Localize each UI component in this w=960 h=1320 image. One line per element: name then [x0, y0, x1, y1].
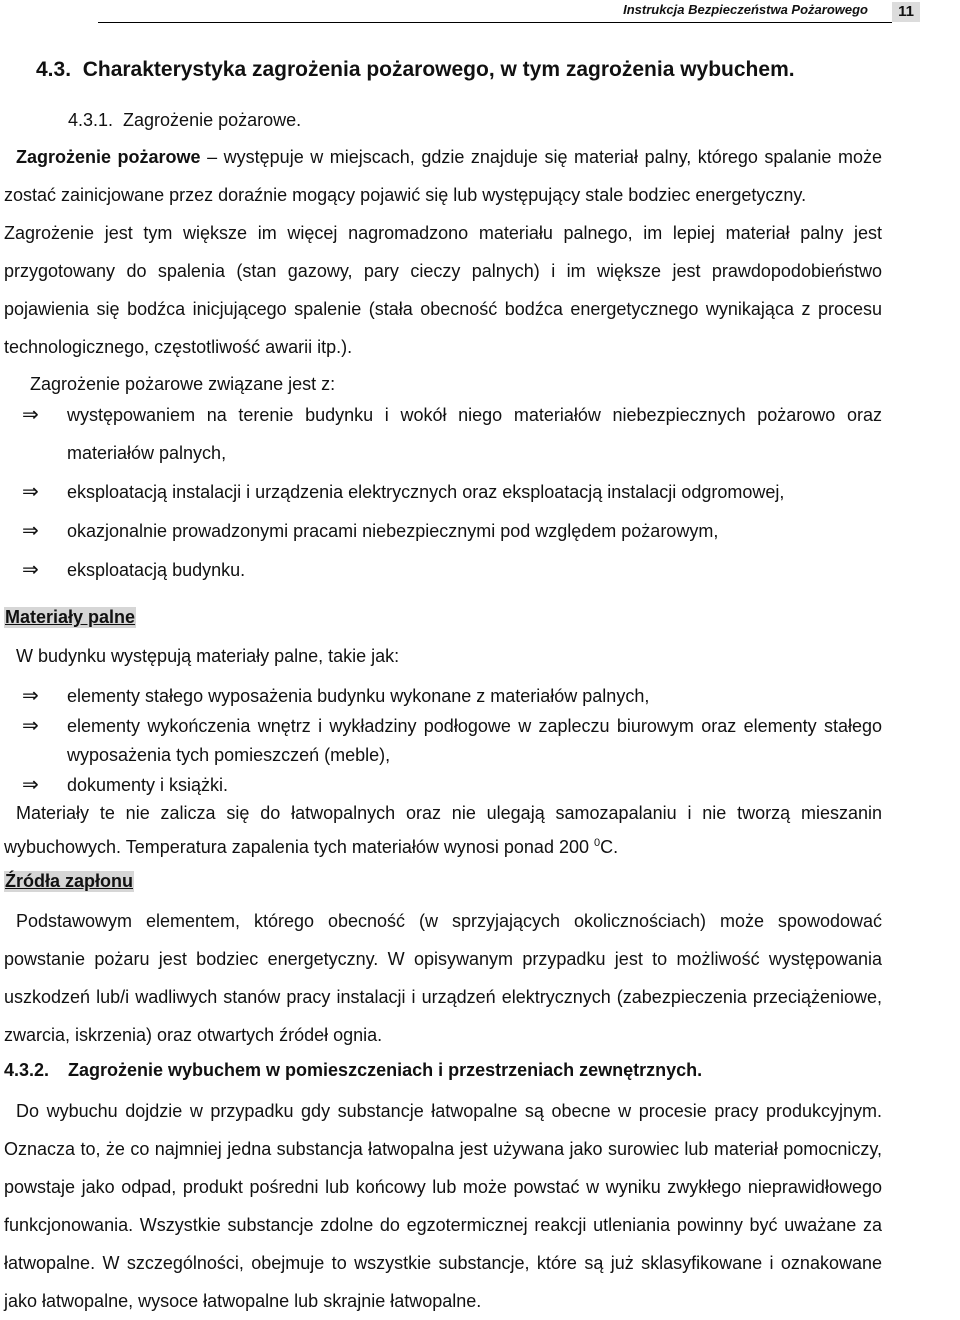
list-item: ⇒ elementy stałego wyposażenia budynku wykonane z materiałów palnych, — [0, 682, 882, 710]
page-number: 11 — [892, 2, 920, 22]
double-arrow-icon: ⇒ — [22, 404, 39, 426]
double-arrow-icon: ⇒ — [22, 559, 39, 581]
materials-heading: Materiały palne — [5, 607, 136, 627]
materials-note: Materiały te nie zalicza się do łatwopalnych oraz nie ulegają samozapalaniu i nie tworzą mieszanin wybuchowych. Temperatura zapalenia tych materiałów wynosi ponad 200 $^0$C. — [4, 803, 882, 857]
materials-list — [0, 682, 882, 799]
list-item: ⇒ dokumenty i książki. — [0, 771, 882, 799]
list-item: ⇒ występowaniem na terenie budynku i wokół niego materiałów niebezpiecznych pożarowo oraz materiałów palnych, — [0, 396, 882, 472]
paragraph-fire-definition — [4, 138, 882, 214]
ignition-paragraph: Podstawowym elementem, którego obecność (w sprzyjających okolicznościach) może spowodować powstanie pożaru jest bodziec energetyczny. W opisywanym przypadku jest to możliwość występowania uszkodzeń lub/i wadliwych stanów pracy instalacji i urządzeń elektrycznych (zabezpieczenia przeciążeniowe, zwarcia, iskrzenia) oraz otwartych źródeł ognia. — [4, 911, 882, 1045]
term-fire-hazard: Zagrożenie pożarowe — [16, 147, 201, 167]
double-arrow-icon: ⇒ — [22, 715, 39, 737]
definition-text: – występuje w miejscach, gdzie znajduje się materiał palny, którego spalanie może zostać zainicjowane przez doraźnie mogący pojawić się lub występujący stale bodziec energetyczny. — [4, 147, 882, 205]
subsection-heading: 4.3.1. Zagrożenie pożarowe. — [68, 110, 302, 130]
explosion-heading-number: 4.3.2. — [4, 1060, 50, 1080]
explosion-heading — [4, 1060, 702, 1081]
related-intro: Zagrożenie pożarowe związane jest z: — [30, 374, 336, 394]
double-arrow-icon: ⇒ — [22, 481, 39, 503]
list-item: ⇒ eksploatacją instalacji i urządzenia elektrycznych oraz eksploatacją instalacji odgromowej, — [0, 473, 882, 511]
double-arrow-icon: ⇒ — [22, 774, 39, 796]
header-title: Instrukcja Bezpieczeństwa Pożarowego — [623, 2, 868, 17]
section-heading: 4.3. Charakterystyka zagrożenia pożarowego, w tym zagrożenia wybuchem. — [36, 58, 795, 81]
materials-intro: W budynku występują materiały palne, takie jak: — [16, 646, 400, 666]
paragraph-fire-greater: Zagrożenie jest tym większe im więcej nagromadzono materiału palnego, im lepiej materiał palny jest przygotowany do spalenia (stan gazowy, pary cieczy palnych) i im większe jest prawdopodobieństwo pojawienia się bodźca inicjującego spalenie (stała obecność bodźca energetycznego wynikająca z procesu technologicznego, częstotliwość awarii itp.). — [4, 223, 882, 357]
list-item: ⇒ elementy wykończenia wnętrz i wykładziny podłogowe w zapleczu biurowym oraz elementy stałego wyposażenia tych pomieszczeń (meble), — [0, 712, 882, 770]
double-arrow-icon: ⇒ — [22, 685, 39, 707]
explosion-heading-title: Zagrożenie wybuchem w pomieszczeniach i przestrzeniach zewnętrznych. — [68, 1060, 703, 1080]
list-item: ⇒ okazjonalnie prowadzonymi pracami niebezpiecznymi pod względem pożarowym, — [0, 512, 882, 550]
explosion-paragraph: Do wybuchu dojdzie w przypadku gdy substancje łatwopalne są obecne w procesie pracy produkcyjnym. Oznacza to, że co najmniej jedna substancja łatwopalna jest używana jako surowiec lub materiał pomocniczy, powstaje jako odpad, produkt pośredni lub końcowy lub może powstać w wyniku zwykłego nieprawidłowego funkcjonowania. Wszystkie substancje zdolne do egzotermicznej reakcji utleniania powinny być uważane za łatwopalne. W szczególności, obejmuje to wszystkie substancje, które są już sklasyfikowane i oznakowane jako łatwopalne, wysoce łatwopalne lub skrajnie łatwopalne. — [4, 1101, 882, 1311]
page-header — [98, 0, 892, 23]
degree-superscript: 0 — [594, 837, 601, 849]
ignition-heading: Źródła zapłonu — [5, 871, 133, 891]
double-arrow-icon: ⇒ — [22, 520, 39, 542]
list-item: ⇒ eksploatacją budynku. — [0, 551, 882, 589]
related-list — [0, 396, 882, 589]
